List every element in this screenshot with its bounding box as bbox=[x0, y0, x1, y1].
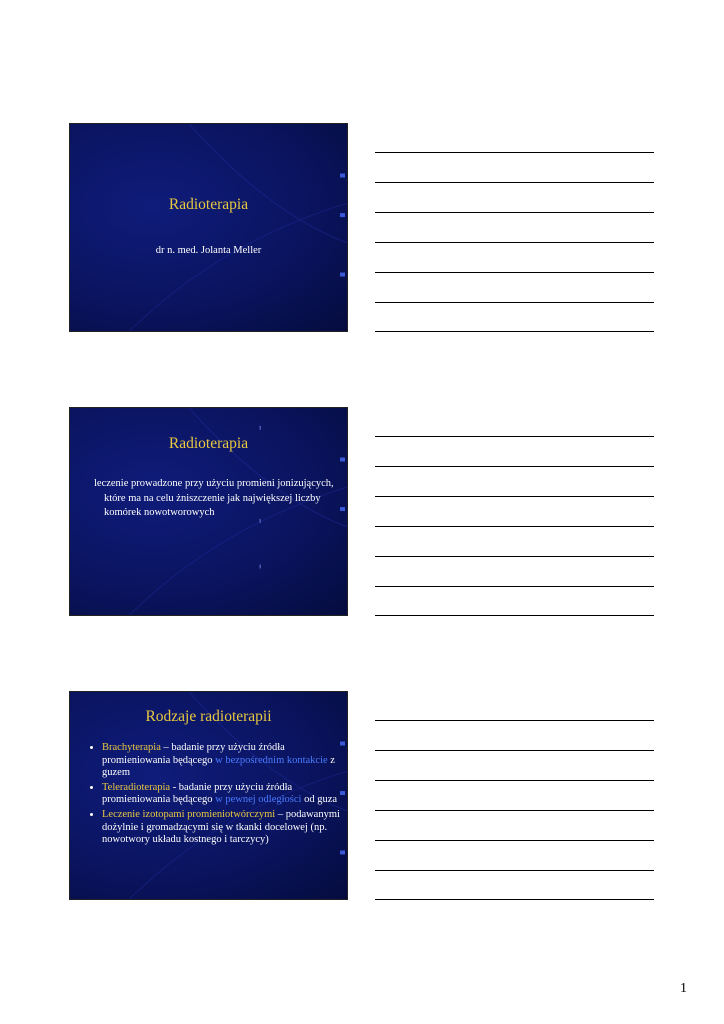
bullet-text: – podawanymi dożylnie i gromadzącymi się w tkanki docelowej (np. nowotwory układu kostnego i tarczycy) bbox=[102, 808, 340, 846]
bullet-highlight: w bezpośrednim kontakcie bbox=[215, 754, 328, 766]
note-line bbox=[375, 810, 654, 811]
slide-title: Radioterapia bbox=[168, 435, 249, 452]
note-line bbox=[375, 242, 654, 243]
bullet-highlight: w pewnej odległości bbox=[215, 794, 302, 806]
slide-1 bbox=[69, 123, 348, 332]
bullet-item bbox=[102, 742, 348, 780]
note-line bbox=[375, 436, 654, 437]
bullet-text: od guza bbox=[301, 794, 338, 806]
slide-subtitle: dr n. med. Jolanta Meller bbox=[155, 245, 262, 256]
bullet-item bbox=[102, 809, 348, 847]
note-line bbox=[375, 212, 654, 213]
note-line bbox=[375, 840, 654, 841]
note-line bbox=[375, 780, 654, 781]
slide-2 bbox=[69, 407, 348, 616]
note-line bbox=[375, 152, 654, 153]
slide-title: Rodzaje radioterapii bbox=[145, 708, 272, 725]
note-line bbox=[375, 302, 654, 303]
note-line bbox=[375, 466, 654, 467]
slide-bullet-list bbox=[84, 742, 348, 849]
note-line bbox=[375, 496, 654, 497]
bullet-text: – badanie przy użyciu źródła promieniowania będącego bbox=[102, 742, 285, 766]
note-line bbox=[375, 331, 654, 332]
bullet-text: - badanie przy użyciu źródła promieniowania będącego bbox=[102, 781, 293, 806]
note-line bbox=[375, 182, 654, 183]
slide-3 bbox=[69, 691, 348, 900]
bullet-term: Teleradioterapia bbox=[102, 781, 171, 793]
note-line bbox=[375, 526, 654, 527]
note-line bbox=[375, 870, 654, 871]
note-line bbox=[375, 750, 654, 751]
note-line bbox=[375, 899, 654, 900]
note-line bbox=[375, 586, 654, 587]
bullet-item bbox=[102, 782, 348, 807]
bullet-term: Leczenie izotopami promieniotwórczymi bbox=[102, 808, 276, 820]
page-number: 1 bbox=[680, 981, 687, 996]
bullet-term: Brachyterapia bbox=[102, 742, 161, 753]
note-line bbox=[375, 272, 654, 273]
slide-title: Radioterapia bbox=[168, 196, 249, 213]
note-line bbox=[375, 556, 654, 557]
bullet-text: z guzem bbox=[102, 754, 335, 779]
slide-background-swirl bbox=[70, 124, 347, 331]
slide-body-text: leczenie prowadzone przy użyciu promieni jonizujących, które ma na celu żniszczenie jak największej liczby komórek nowotworowych bbox=[94, 478, 334, 518]
note-line bbox=[375, 615, 654, 616]
note-line bbox=[375, 720, 654, 721]
